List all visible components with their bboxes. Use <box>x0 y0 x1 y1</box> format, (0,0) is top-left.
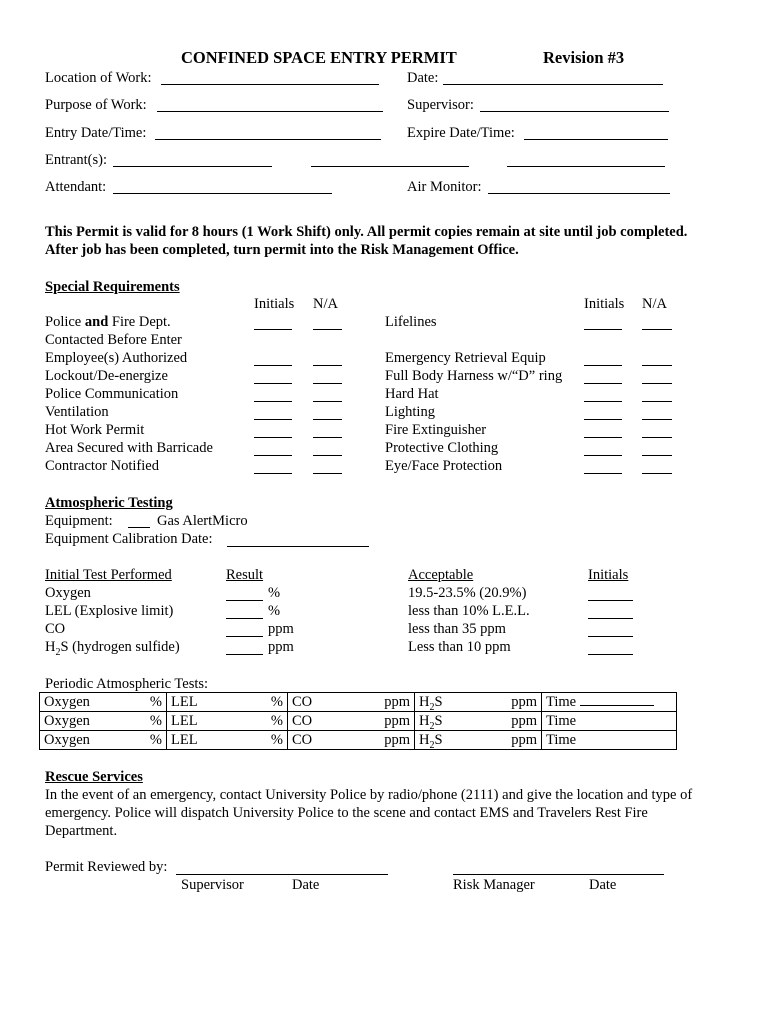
test-oxygen: Oxygen <box>45 585 91 601</box>
unit-lel: % <box>268 603 281 619</box>
page-title: CONFINED SPACE ENTRY PERMIT <box>181 48 457 67</box>
result-h2s-field[interactable] <box>226 640 263 655</box>
purpose-label: Purpose of Work: <box>45 97 147 113</box>
attendant-label: Attendant: <box>45 179 107 195</box>
na-blank[interactable] <box>642 441 672 456</box>
initials-blank[interactable] <box>584 369 622 384</box>
periodic-row: Oxygen % LEL % CO ppm $H_2S$ ppm Time <box>40 693 677 712</box>
na-blank[interactable] <box>642 459 672 474</box>
req-hardhat: Hard Hat <box>385 386 439 402</box>
rescue-line-2: emergency. Police will dispatch University Police to the scene and contact EMS and Travelers Rest Fire <box>45 805 648 821</box>
initials-oxygen-field[interactable] <box>588 586 633 601</box>
req-eye: Eye/Face Protection <box>385 458 503 474</box>
periodic-row: Oxygen % LEL % CO ppm $H_2S$ ppm Time <box>40 731 677 750</box>
acc-h2s: Less than 10 ppm <box>408 639 511 655</box>
na-blank[interactable] <box>313 387 342 402</box>
initials-blank[interactable] <box>254 441 292 456</box>
acc-co: less than 35 ppm <box>408 621 506 637</box>
unit-co: ppm <box>268 621 294 637</box>
na-blank[interactable] <box>642 351 672 366</box>
calibration-field[interactable] <box>227 532 369 547</box>
entrant-field-3[interactable] <box>507 152 665 167</box>
periodic-heading: Periodic Atmospheric Tests: <box>45 676 209 692</box>
initials-co-field[interactable] <box>588 622 633 637</box>
req-lighting: Lighting <box>385 404 435 420</box>
date-caption-1: Date <box>292 877 320 893</box>
initials-blank[interactable] <box>584 351 622 366</box>
req-emergency: Emergency Retrieval Equip <box>385 350 546 366</box>
test-h2s: $H_2S$ (hydrogen sulfide) <box>45 639 180 658</box>
entrant-field-1[interactable] <box>113 152 272 167</box>
date-caption-2: Date <box>589 877 617 893</box>
initials-blank[interactable] <box>254 351 292 366</box>
risk-manager-signature-field[interactable] <box>453 860 664 875</box>
initials-lel-field[interactable] <box>588 604 633 619</box>
supervisor-field[interactable] <box>480 97 669 112</box>
initials-blank[interactable] <box>584 387 622 402</box>
unit-h2s: ppm <box>268 639 294 655</box>
initials-blank[interactable] <box>254 315 292 330</box>
initials-blank[interactable] <box>254 387 292 402</box>
equipment-value: Gas AlertMicro <box>157 513 248 529</box>
atmospheric-heading: Atmospheric Testing <box>45 495 173 511</box>
result-lel-field[interactable] <box>226 604 263 619</box>
notice-line-2: After job has been completed, turn permit into the Risk Management Office. <box>45 242 519 258</box>
na-blank[interactable] <box>642 315 672 330</box>
req-police-fire: Police and Fire Dept. <box>45 314 171 330</box>
na-blank[interactable] <box>313 369 342 384</box>
air-monitor-label: Air Monitor: <box>407 179 482 195</box>
col-initials-right: Initials <box>584 296 625 312</box>
attendant-field[interactable] <box>113 179 332 194</box>
entry-datetime-field[interactable] <box>155 125 381 140</box>
initials-h2s-field[interactable] <box>588 640 633 655</box>
notice-line-1: This Permit is valid for 8 hours (1 Work Shift) only. All permit copies remain at site until job completed. <box>45 224 688 240</box>
initials-blank[interactable] <box>254 423 292 438</box>
na-blank[interactable] <box>313 405 342 420</box>
rescue-line-1: In the event of an emergency, contact University Police by radio/phone (2111) and give the location and type of <box>45 787 693 803</box>
na-blank[interactable] <box>313 315 342 330</box>
na-blank[interactable] <box>313 459 342 474</box>
req-lockout: Lockout/De-energize <box>45 368 168 384</box>
supervisor-signature-field[interactable] <box>176 860 388 875</box>
entrant-field-2[interactable] <box>311 152 469 167</box>
req-contractor: Contractor Notified <box>45 458 159 474</box>
location-field[interactable] <box>161 70 379 85</box>
na-blank[interactable] <box>642 387 672 402</box>
rescue-line-3: Department. <box>45 823 118 839</box>
initials-blank[interactable] <box>584 315 622 330</box>
initials-blank[interactable] <box>584 441 622 456</box>
location-label: Location of Work: <box>45 70 152 86</box>
col-na-right: N/A <box>642 296 667 312</box>
purpose-field[interactable] <box>157 97 383 112</box>
na-blank[interactable] <box>642 405 672 420</box>
col-test: Initial Test Performed <box>45 567 172 583</box>
req-contacted: Contacted Before Enter <box>45 332 182 348</box>
supervisor-caption: Supervisor <box>181 877 244 893</box>
na-blank[interactable] <box>313 423 342 438</box>
result-oxygen-field[interactable] <box>226 586 263 601</box>
col-result: Result <box>226 567 264 583</box>
req-protective: Protective Clothing <box>385 440 499 456</box>
initials-blank[interactable] <box>254 369 292 384</box>
acc-oxygen: 19.5-23.5% (20.9%) <box>408 585 527 601</box>
req-fire-ext: Fire Extinguisher <box>385 422 487 438</box>
review-label: Permit Reviewed by: <box>45 859 168 875</box>
expire-datetime-field[interactable] <box>524 125 668 140</box>
req-ventilation: Ventilation <box>45 404 109 420</box>
rescue-heading: Rescue Services <box>45 769 143 785</box>
entrants-label: Entrant(s): <box>45 152 108 168</box>
date-label: Date: <box>407 70 439 86</box>
unit-oxygen: % <box>268 585 281 601</box>
initials-blank[interactable] <box>584 405 622 420</box>
supervisor-label: Supervisor: <box>407 97 474 113</box>
na-blank[interactable] <box>642 423 672 438</box>
initials-blank[interactable] <box>584 423 622 438</box>
req-area: Area Secured with Barricade <box>45 440 213 456</box>
initials-blank[interactable] <box>584 459 622 474</box>
air-monitor-field[interactable] <box>488 179 670 194</box>
col-initials: Initials <box>588 567 629 583</box>
req-employee: Employee(s) Authorized <box>45 350 188 366</box>
equipment-check-blank[interactable] <box>128 513 150 528</box>
risk-manager-caption: Risk Manager <box>453 877 535 893</box>
initials-blank[interactable] <box>254 459 292 474</box>
req-police-comm: Police Communication <box>45 386 179 402</box>
req-lifelines: Lifelines <box>385 314 437 330</box>
date-field[interactable] <box>443 70 663 85</box>
expire-datetime-label: Expire Date/Time: <box>407 125 515 141</box>
revision-label: Revision #3 <box>543 48 625 67</box>
equipment-label: Equipment: <box>45 513 113 529</box>
na-blank[interactable] <box>313 351 342 366</box>
test-lel: LEL (Explosive limit) <box>45 603 174 619</box>
initials-blank[interactable] <box>254 405 292 420</box>
entry-datetime-label: Entry Date/Time: <box>45 125 147 141</box>
na-blank[interactable] <box>642 369 672 384</box>
acc-lel: less than 10% L.E.L. <box>408 603 530 619</box>
test-co: CO <box>45 621 66 637</box>
req-hot-work: Hot Work Permit <box>45 422 145 438</box>
periodic-table <box>39 692 677 750</box>
calibration-label: Equipment Calibration Date: <box>45 531 213 547</box>
special-requirements-heading: Special Requirements <box>45 279 180 295</box>
col-acceptable: Acceptable <box>408 567 474 583</box>
periodic-row: Oxygen % LEL % CO ppm $H_2S$ ppm Time <box>40 712 677 731</box>
na-blank[interactable] <box>313 441 342 456</box>
col-na-left: N/A <box>313 296 338 312</box>
col-initials-left: Initials <box>254 296 295 312</box>
result-co-field[interactable] <box>226 622 263 637</box>
req-harness: Full Body Harness w/“D” ring <box>385 368 563 384</box>
